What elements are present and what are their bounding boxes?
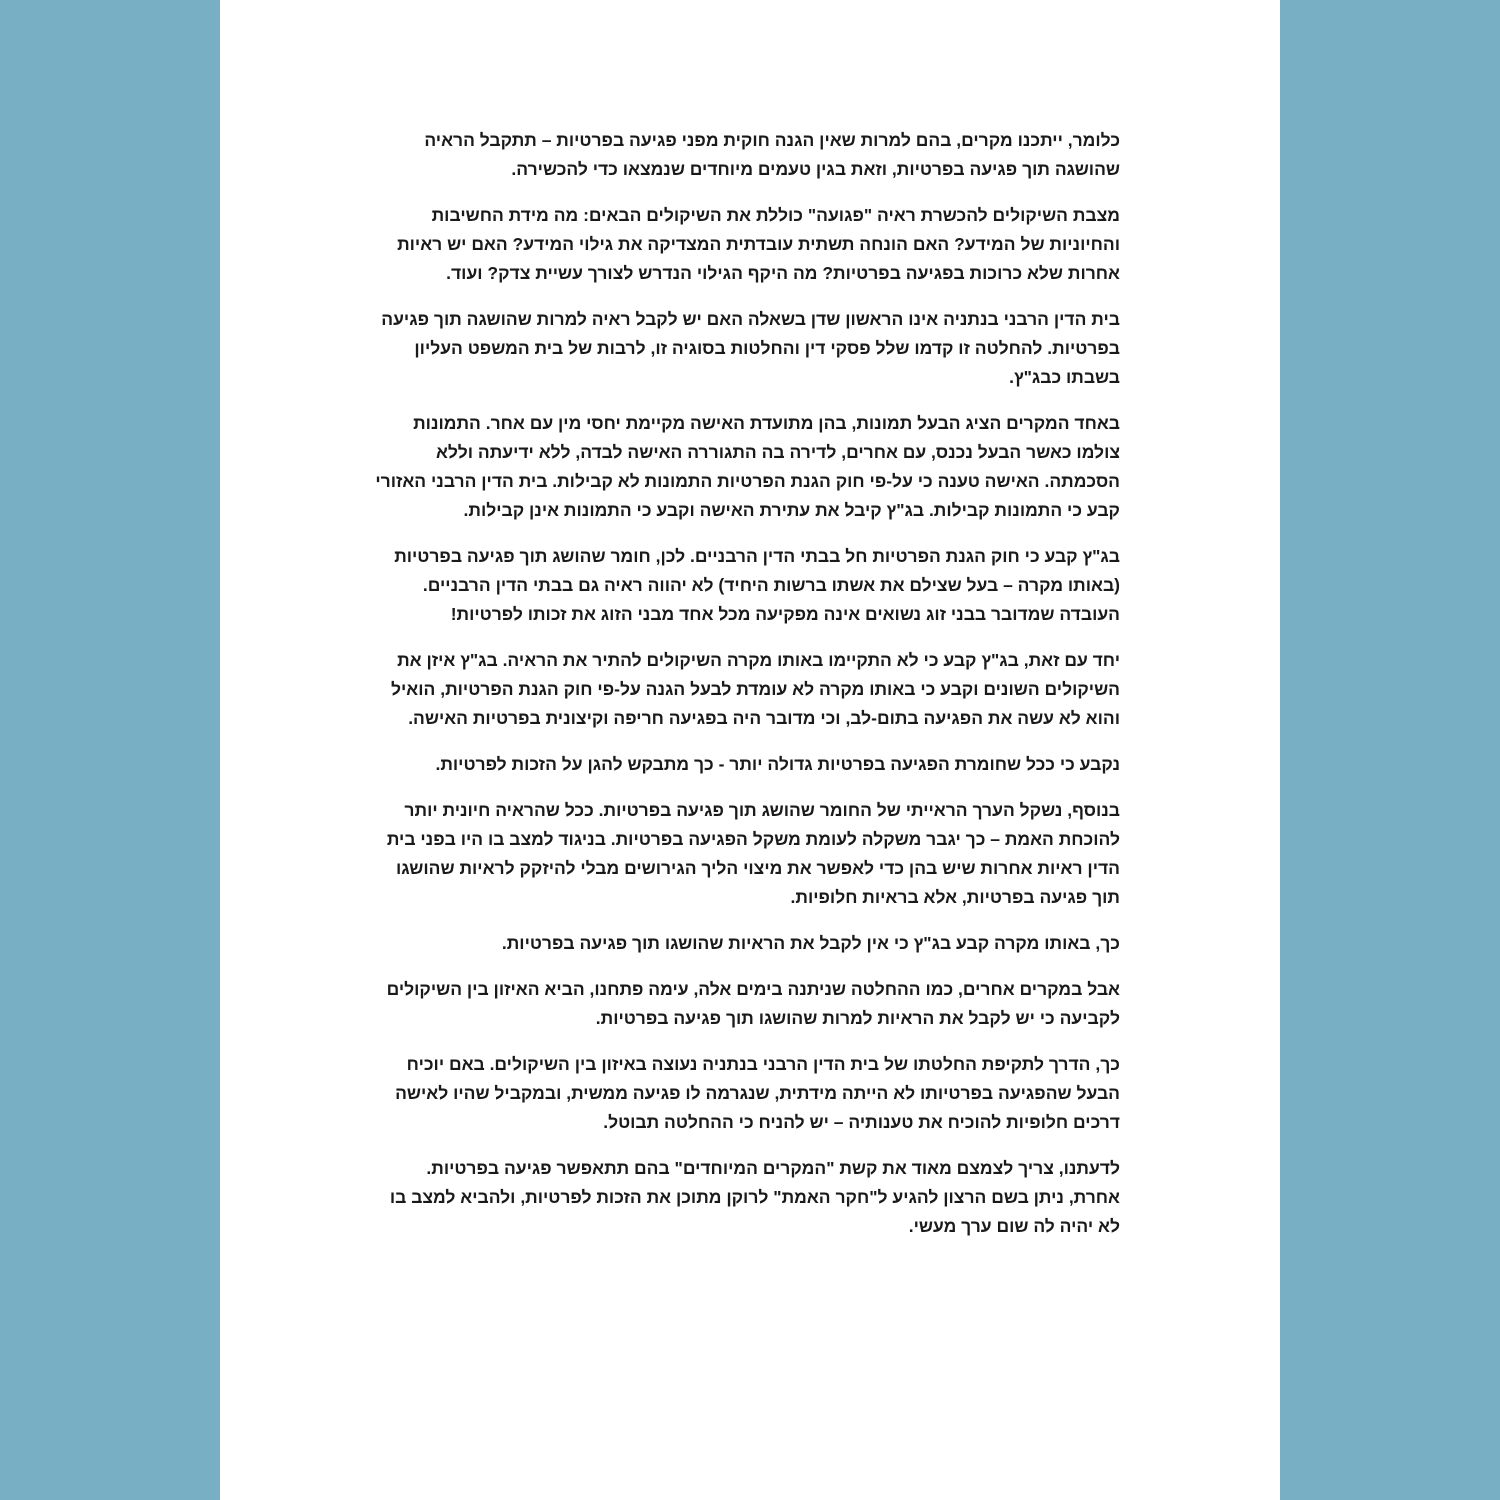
paragraph-8: בנוסף, נשקל הערך הראייתי של החומר שהושג תוך פגיעה בפרטיות. ככל שהראיה חיונית יותר להוכחת האמת – כך יגבר משקלה לעומת משקל הפגיעה בפרטיות. בניגוד למצב בו היו בפני בית הדין ראיות אחרות שיש בהן כדי לאפשר את מיצוי הליך הגירושים מבלי להיזקק לראיות שהושגו תוך פגיעה בפרטיות, אלא בראיות חלופיות. [386, 800, 1120, 907]
paragraph-4: באחד המקרים הציג הבעל תמונות, בהן מתועדת האישה מקיימת יחסי מין עם אחר. התמונות צולמו כאשר הבעל נכנס, עם אחרים, לדירה בה התגוררה האישה לבדה, ללא ידיעתה וללא הסכמתה. האישה טענה כי על-פי חוק הגנת הפרטיות התמונות לא קבילות. בית הדין הרבני האזורי קבע כי התמונות קבילות. בג"ץ קיבל את עתירת האישה וקבע כי התמונות אינן קבילות. [375, 413, 1120, 520]
paragraph-9: כך, באותו מקרה קבע בג"ץ כי אין לקבל את הראיות שהושגו תוך פגיעה בפרטיות. [501, 933, 1120, 953]
paragraph-11: כך, הדרך לתקיפת החלטתו של בית הדין הרבני בנתניה נעוצה באיזון בין השיקולים. באם יוכיח הבעל שהפגיעה בפרטיותו לא הייתה מידתית, שנגרמה לו פגיעה ממשית, ובמקביל שהיו לאישה דרכים חלופיות להוכיח את טענותיה – יש להניח כי ההחלטה תבוטל. [395, 1054, 1120, 1132]
paragraph-7: נקבע כי ככל שחומרת הפגיעה בפרטיות גדולה יותר - כך מתבקש להגן על הזכות לפרטיות. [435, 754, 1120, 774]
document-page [220, 0, 1280, 1500]
paragraph-12: לדעתנו, צריך לצמצם מאוד את קשת "המקרים המיוחדים" בהם תתאפשר פגיעה בפרטיות. אחרת, ניתן בשם הרצון להגיע ל"חקר האמת" לרוקן מתוכן את הזכות לפרטיות, ולהביא למצב בו לא יהיה לה שום ערך מעשי. [389, 1158, 1120, 1236]
paragraph-5: בג"ץ קבע כי חוק הגנת הפרטיות חל בבתי הדין הרבניים. לכן, חומר שהושג תוך פגיעה בפרטיות (באותו מקרה – בעל שצילם את אשתו ברשות היחיד) לא יהווה ראיה גם בבתי הדין הרבניים. העובדה שמדובר בבני זוג נשואים אינה מפקיעה מכל אחד מבני הזוג את זכותו לפרטיות! [394, 546, 1120, 624]
paragraph-2: מצבת השיקולים להכשרת ראיה "פגועה" כוללת את השיקולים הבאים: מה מידת החשיבות והחיוניות של המידע? האם הונחה תשתית עובדתית המצדיקה את גילוי המידע? האם יש ראיות אחרות שלא כרוכות בפגיעה בפרטיות? מה היקף הגילוי הנדרש לצורך עשיית צדק? ועוד. [397, 205, 1120, 283]
paragraph-6: יחד עם זאת, בג"ץ קבע כי לא התקיימו באותו מקרה השיקולים להתיר את הראיה. בג"ץ איזן את השיקולים השונים וקבע כי באותו מקרה לא עומדת לבעל הגנה על-פי חוק הגנת הפרטיות, הואיל והוא לא עשה את הפגיעה בתום-לב, וכי מדובר היה בפגיעה חריפה וקיצונית בפרטיות האישה. [391, 650, 1120, 728]
paragraph-1: כלומר, ייתכנו מקרים, בהם למרות שאין הגנה חוקית מפני פגיעה בפרטיות – תתקבל הראיה שהושגה תוך פגיעה בפרטיות, וזאת בגין טעמים מיוחדים שנמצאו כדי להכשירה. [424, 130, 1120, 179]
document-body [375, 126, 1120, 1258]
paragraph-10: אבל במקרים אחרים, כמו ההחלטה שניתנה בימים אלה, עימה פתחנו, הביא האיזון בין השיקולים לקביעה כי יש לקבל את הראיות למרות שהושגו תוך פגיעה בפרטיות. [386, 979, 1120, 1028]
paragraph-3: בית הדין הרבני בנתניה אינו הראשון שדן בשאלה האם יש לקבל ראיה למרות שהושגה תוך פגיעה בפרטיות. להחלטה זו קדמו שלל פסקי דין והחלטות בסוגיה זו, לרבות של בית המשפט העליון בשבתו כבג"ץ. [381, 309, 1120, 387]
